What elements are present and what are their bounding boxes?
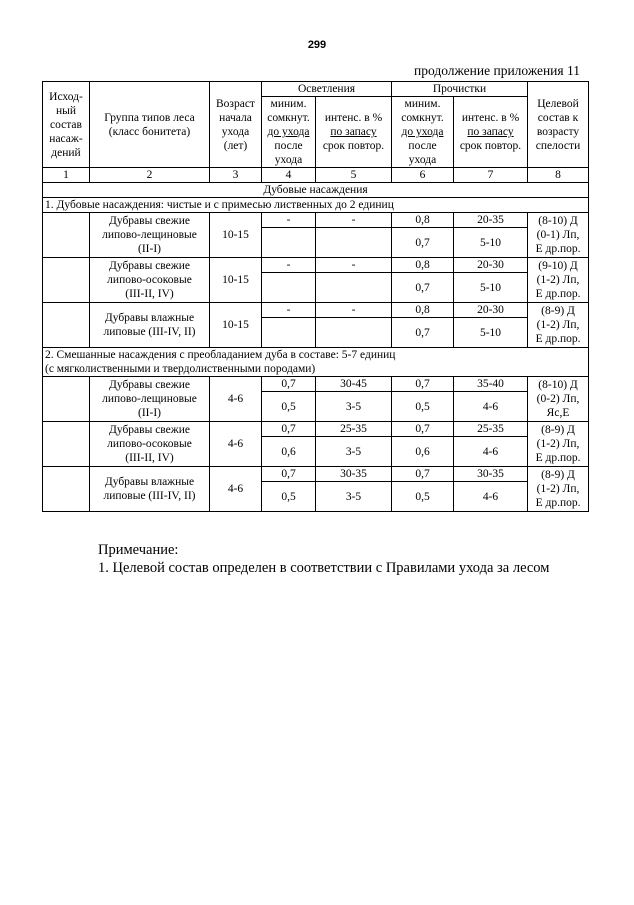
header-intensity: интенс. в % по запасу срок повтор. (316, 97, 392, 168)
pro-intensity-cell: 25-35 (454, 422, 528, 437)
header-row (43, 82, 589, 97)
pro-intensity-cell: 4-6 (454, 437, 528, 467)
header-intensity: интенс. в % по запасу срок повтор. (454, 97, 528, 168)
start-age-cell: 4-6 (210, 377, 262, 422)
pro-density-cell: 0,5 (392, 392, 454, 422)
osv-intensity-cell: 3-5 (316, 437, 392, 467)
header-prochistki: Прочистки (392, 82, 528, 97)
osv-density-cell: 0,5 (262, 482, 316, 512)
osv-intensity-cell: - (316, 213, 392, 228)
table-row (43, 377, 589, 392)
pro-intensity-cell: 30-35 (454, 467, 528, 482)
osv-density-cell: - (262, 303, 316, 318)
osv-intensity-cell: 25-35 (316, 422, 392, 437)
pro-intensity-cell: 4-6 (454, 392, 528, 422)
forest-care-table (42, 81, 589, 512)
osv-intensity-cell (316, 273, 392, 303)
pro-density-cell: 0,6 (392, 437, 454, 467)
note-title: Примечание: (98, 542, 179, 558)
osv-intensity-cell: - (316, 303, 392, 318)
header-min-density: миним. сомкнут. до ухода после ухода (392, 97, 454, 168)
continuation-caption: продолжение приложения 11 (414, 63, 580, 78)
pro-intensity-cell: 20-30 (454, 303, 528, 318)
pro-intensity-cell: 20-35 (454, 213, 528, 228)
page-number: 299 (307, 39, 327, 51)
osv-density-cell: - (262, 258, 316, 273)
osv-intensity-cell (316, 228, 392, 258)
pro-density-cell: 0,8 (392, 303, 454, 318)
target-composition-cell: (8-9) Д (1-2) Лп, Е др.пор. (528, 467, 589, 512)
group-title: 2. Смешанные насаждения с преобладанием дуба в составе: 5-7 единиц (с мягколиственными и твердолиственными породами) (43, 348, 589, 377)
initial-composition-cell (43, 213, 90, 258)
pro-intensity-cell: 5-10 (454, 318, 528, 348)
pro-density-cell: 0,7 (392, 467, 454, 482)
pro-density-cell: 0,8 (392, 258, 454, 273)
start-age-cell: 10-15 (210, 213, 262, 258)
osv-density-cell: - (262, 213, 316, 228)
pro-density-cell: 0,7 (392, 273, 454, 303)
header-min-density: миним. сомкнут. до ухода после ухода (262, 97, 316, 168)
column-number: 8 (528, 168, 589, 183)
osv-density-cell: 0,6 (262, 437, 316, 467)
target-composition-cell: (8-10) Д (0-2) Лп, Яс,Е (528, 377, 589, 422)
target-composition-cell: (8-10) Д (0-1) Лп, Е др.пор. (528, 213, 589, 258)
table-row (43, 258, 589, 273)
osv-density-cell: 0,7 (262, 377, 316, 392)
target-composition-cell: (8-9) Д (1-2) Лп, Е др.пор. (528, 422, 589, 467)
header-osvetleniya: Осветления (262, 82, 392, 97)
osv-intensity-cell: 3-5 (316, 482, 392, 512)
target-composition-cell: (9-10) Д (1-2) Лп, Е др.пор. (528, 258, 589, 303)
start-age-cell: 4-6 (210, 422, 262, 467)
pro-density-cell: 0,7 (392, 228, 454, 258)
column-number: 3 (210, 168, 262, 183)
forest-type-cell: Дубравы свежие липово-лещиновые (II-I) (90, 213, 210, 258)
start-age-cell: 10-15 (210, 258, 262, 303)
osv-intensity-cell (316, 318, 392, 348)
osv-intensity-cell: 30-45 (316, 377, 392, 392)
header-forest-type: Группа типов леса (класс бонитета) (90, 82, 210, 168)
header-start-age: Возраст начала ухода (лет) (210, 82, 262, 168)
start-age-cell: 4-6 (210, 467, 262, 512)
pro-density-cell: 0,8 (392, 213, 454, 228)
start-age-cell: 10-15 (210, 303, 262, 348)
forest-type-cell: Дубравы свежие липово-осоковые (III-II, IV) (90, 422, 210, 467)
target-composition-cell: (8-9) Д (1-2) Лп, Е др.пор. (528, 303, 589, 348)
osv-density-cell (262, 273, 316, 303)
osv-intensity-cell: 3-5 (316, 392, 392, 422)
initial-composition-cell (43, 422, 90, 467)
forest-type-cell: Дубравы свежие липово-осоковые (III-II, IV) (90, 258, 210, 303)
pro-density-cell: 0,5 (392, 482, 454, 512)
osv-intensity-cell: 30-35 (316, 467, 392, 482)
table-row (43, 422, 589, 437)
initial-composition-cell (43, 467, 90, 512)
column-number: 7 (454, 168, 528, 183)
column-number: 4 (262, 168, 316, 183)
initial-composition-cell (43, 258, 90, 303)
column-number: 5 (316, 168, 392, 183)
pro-density-cell: 0,7 (392, 422, 454, 437)
forest-type-cell: Дубравы свежие липово-лещиновые (II-I) (90, 377, 210, 422)
osv-density-cell: 0,5 (262, 392, 316, 422)
header-initial-composition: Исход- ный состав насаж- дений (43, 82, 90, 168)
column-number-row (43, 168, 589, 183)
osv-density-cell: 0,7 (262, 467, 316, 482)
column-number: 1 (43, 168, 90, 183)
pro-intensity-cell: 20-30 (454, 258, 528, 273)
table-row (43, 213, 589, 228)
pro-density-cell: 0,7 (392, 377, 454, 392)
pro-intensity-cell: 35-40 (454, 377, 528, 392)
table-row (43, 303, 589, 318)
initial-composition-cell (43, 377, 90, 422)
pro-intensity-cell: 5-10 (454, 273, 528, 303)
osv-density-cell (262, 228, 316, 258)
forest-type-cell: Дубравы влажные липовые (III-IV, II) (90, 303, 210, 348)
forest-type-cell: Дубравы влажные липовые (III-IV, II) (90, 467, 210, 512)
group-title: 1. Дубовые насаждения: чистые и с примесью лиственных до 2 единиц (43, 198, 589, 213)
osv-intensity-cell: - (316, 258, 392, 273)
initial-composition-cell (43, 303, 90, 348)
section-title: Дубовые насаждения (43, 183, 589, 198)
header-target-composition: Целевой состав к возрасту спелости (528, 82, 589, 168)
osv-density-cell (262, 318, 316, 348)
pro-intensity-cell: 5-10 (454, 228, 528, 258)
pro-density-cell: 0,7 (392, 318, 454, 348)
column-number: 6 (392, 168, 454, 183)
osv-density-cell: 0,7 (262, 422, 316, 437)
column-number: 2 (90, 168, 210, 183)
note-text: 1. Целевой состав определен в соответствии с Правилами ухода за лесом (98, 560, 550, 576)
pro-intensity-cell: 4-6 (454, 482, 528, 512)
table-row (43, 467, 589, 482)
